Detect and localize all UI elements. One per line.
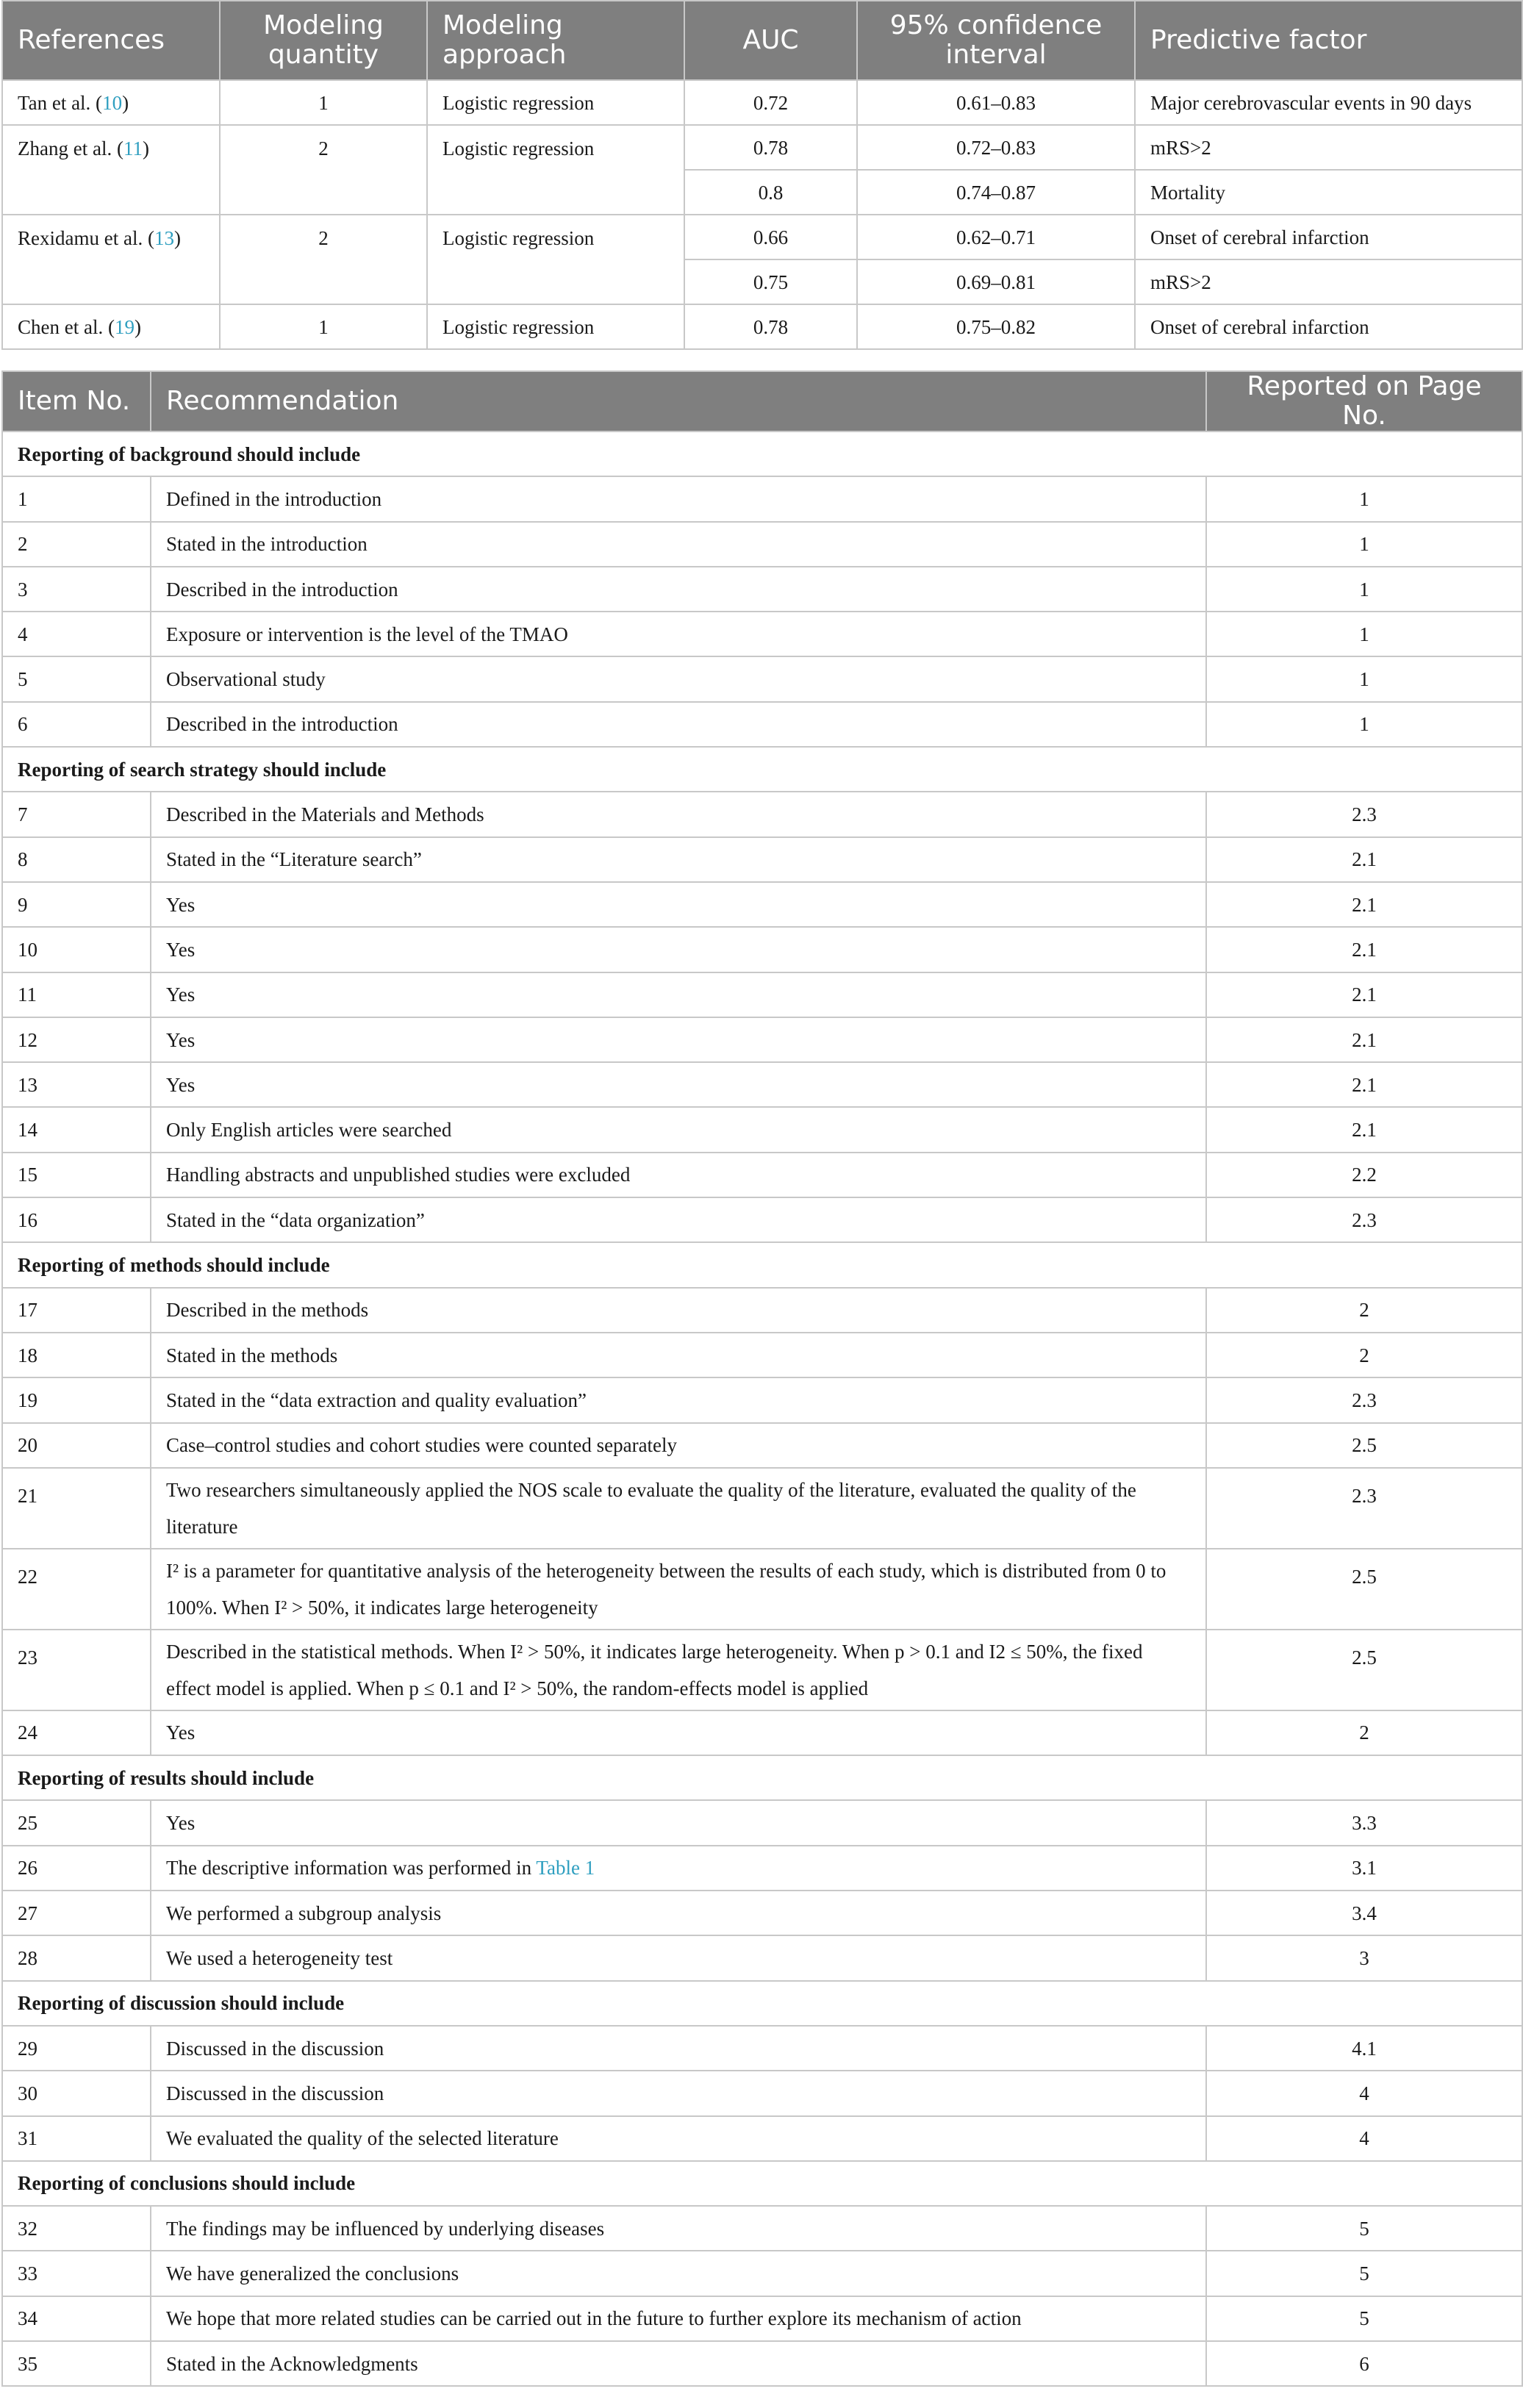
page-number: 2.1 [1206, 1107, 1522, 1152]
section-title: Reporting of search strategy should include [2, 747, 1522, 792]
auc-cell: 0.66 [684, 215, 857, 259]
section-row [2, 1242, 1522, 1287]
citation-link[interactable]: 19 [114, 315, 135, 338]
section-title: Reporting of methods should include [2, 1242, 1522, 1287]
recommendation-cell [151, 1800, 1206, 1845]
section-title: Reporting of results should include [2, 1755, 1522, 1800]
recommendation-cell [151, 1710, 1206, 1755]
ci-cell: 0.72–0.83 [857, 125, 1135, 170]
reference-close: ) [122, 91, 129, 114]
checklist-row [2, 656, 1522, 701]
page-number: 2.5 [1206, 1630, 1522, 1710]
section-row [2, 431, 1522, 476]
recommendation-text: Stated in the “Literature search” [166, 848, 422, 871]
modeling-quantity-cell: 2 [220, 215, 427, 304]
item-number: 19 [2, 1377, 151, 1422]
reference-name: Chen et al. ( [18, 315, 115, 338]
recommendation-text: Yes [166, 893, 196, 916]
page-number: 3.1 [1206, 1846, 1522, 1891]
section-row [2, 747, 1522, 792]
page-number: 2.1 [1206, 1017, 1522, 1062]
item-number: 6 [2, 702, 151, 747]
section-title: Reporting of conclusions should include [2, 2161, 1522, 2206]
reference-cell [2, 215, 220, 304]
checklist-row [2, 1468, 1522, 1549]
checklist-row [2, 1891, 1522, 1935]
checklist-row [2, 1630, 1522, 1710]
page-number: 4 [1206, 2071, 1522, 2115]
col-recommendation: Recommendation [151, 371, 1206, 431]
reference-name: Rexidamu et al. ( [18, 227, 154, 249]
page-number: 4 [1206, 2116, 1522, 2161]
item-number: 3 [2, 567, 151, 612]
predictive-factor-cell: Onset of cerebral infarction [1135, 215, 1522, 259]
recommendation-text: Described in the introduction [166, 578, 398, 601]
recommendation-text: Only English articles were searched [166, 1119, 452, 1142]
col-auc: AUC [684, 1, 857, 80]
citation-link[interactable]: 11 [123, 137, 143, 160]
item-number: 15 [2, 1153, 151, 1197]
item-number: 29 [2, 2026, 151, 2071]
col-predictive-factor: Predictive factor [1135, 1, 1522, 80]
recommendation-cell [151, 567, 1206, 612]
checklist-row [2, 1423, 1522, 1468]
checklist-row [2, 1197, 1522, 1242]
recommendation-cell [151, 1377, 1206, 1422]
checklist-row [2, 882, 1522, 927]
recommendation-text: Case–control studies and cohort studies were counted separately [166, 1434, 678, 1457]
table2-header-row [2, 371, 1522, 431]
item-number: 25 [2, 1800, 151, 1845]
recommendation-cell [151, 1423, 1206, 1468]
col-modeling-approach: Modeling approach [427, 1, 684, 80]
recommendation-text: Stated in the introduction [166, 533, 368, 556]
item-number: 8 [2, 837, 151, 882]
item-number: 26 [2, 1846, 151, 1891]
item-number: 13 [2, 1062, 151, 1107]
item-number: 21 [2, 1468, 151, 1549]
checklist-row [2, 702, 1522, 747]
checklist-row [2, 567, 1522, 612]
item-number: 11 [2, 972, 151, 1017]
page-number: 2.1 [1206, 927, 1522, 972]
reference-close: ) [173, 227, 181, 249]
checklist-row [2, 927, 1522, 972]
recommendation-text: I² is a parameter for quantitative analysis of the heterogeneity between the results of each study, which is distributed from 0 to 100%. When I² > 50%, it indicates large heterogeneity [166, 1559, 1167, 1619]
item-number: 7 [2, 792, 151, 836]
recommendation-text: Discussed in the discussion [166, 2037, 384, 2060]
ci-cell: 0.69–0.81 [857, 259, 1135, 304]
recommendation-text: Yes [166, 1028, 196, 1051]
reference-name: Zhang et al. ( [18, 137, 123, 160]
col-modeling-quantity: Modeling quantity [220, 1, 427, 80]
recommendation-text: Defined in the introduction [166, 487, 382, 510]
recommendation-text: We evaluated the quality of the selected literature [166, 2127, 559, 2150]
checklist-table [1, 370, 1523, 2387]
ci-cell: 0.75–0.82 [857, 304, 1135, 349]
recommendation-text: We have generalized the conclusions [166, 2262, 459, 2285]
recommendation-text: Handling abstracts and unpublished studies were excluded [166, 1164, 631, 1186]
item-number: 20 [2, 1423, 151, 1468]
item-number: 31 [2, 2116, 151, 2161]
recommendation-cell [151, 2341, 1206, 2386]
citation-link[interactable]: 10 [102, 91, 123, 114]
ci-cell: 0.74–0.87 [857, 170, 1135, 215]
checklist-row [2, 792, 1522, 836]
page-number: 1 [1206, 567, 1522, 612]
checklist-row [2, 1710, 1522, 1755]
item-number: 34 [2, 2296, 151, 2341]
recommendation-cell [151, 837, 1206, 882]
checklist-row [2, 1377, 1522, 1422]
page-number: 1 [1206, 612, 1522, 656]
item-number: 5 [2, 656, 151, 701]
recommendation-text: The findings may be influenced by underlying diseases [166, 2217, 605, 2240]
reference-close: ) [134, 315, 141, 338]
recommendation-cell [151, 1846, 1206, 1891]
auc-cell: 0.75 [684, 259, 857, 304]
recommendation-cell [151, 972, 1206, 1017]
col-confidence-interval: 95% confidence interval [857, 1, 1135, 80]
auc-cell: 0.72 [684, 80, 857, 125]
prediction-models-table [1, 0, 1523, 350]
recommendation-text: Yes [166, 1073, 196, 1096]
recommendation-text: Yes [166, 983, 196, 1006]
item-number: 9 [2, 882, 151, 927]
recommendation-text: Stated in the “data extraction and quality evaluation” [166, 1388, 587, 1411]
predictive-factor-cell: Major cerebrovascular events in 90 days [1135, 80, 1522, 125]
recommendation-cell [151, 1062, 1206, 1107]
recommendation-cell [151, 2026, 1206, 2071]
recommendation-cell [151, 2071, 1206, 2115]
checklist-row [2, 522, 1522, 567]
recommendation-text: Discussed in the discussion [166, 2082, 384, 2104]
recommendation-cell [151, 882, 1206, 927]
checklist-row [2, 476, 1522, 521]
recommendation-cell [151, 656, 1206, 701]
checklist-row [2, 2296, 1522, 2341]
item-number: 35 [2, 2341, 151, 2386]
item-number: 30 [2, 2071, 151, 2115]
section-title: Reporting of background should include [2, 431, 1522, 476]
table-link[interactable]: Table 1 [536, 1857, 595, 1880]
page-number: 5 [1206, 2296, 1522, 2341]
checklist-row [2, 2026, 1522, 2071]
recommendation-text: Yes [166, 938, 196, 961]
modeling-approach-cell: Logistic regression [427, 80, 684, 125]
item-number: 4 [2, 612, 151, 656]
recommendation-cell [151, 612, 1206, 656]
modeling-quantity-cell: 1 [220, 304, 427, 349]
section-title: Reporting of discussion should include [2, 1981, 1522, 2026]
page-number: 2 [1206, 1710, 1522, 1755]
recommendation-cell [151, 476, 1206, 521]
recommendation-cell [151, 1288, 1206, 1333]
recommendation-text: Described in the Materials and Methods [166, 803, 484, 826]
recommendation-cell [151, 1891, 1206, 1935]
item-number: 17 [2, 1288, 151, 1333]
checklist-row [2, 1549, 1522, 1630]
recommendation-text: The descriptive information was performed in [166, 1857, 537, 1880]
recommendation-text: We performed a subgroup analysis [166, 1902, 442, 1924]
checklist-row [2, 2341, 1522, 2386]
page-number: 2.1 [1206, 972, 1522, 1017]
recommendation-text: Described in the introduction [166, 713, 398, 736]
item-number: 28 [2, 1935, 151, 1980]
item-number: 1 [2, 476, 151, 521]
item-number: 14 [2, 1107, 151, 1152]
checklist-row [2, 837, 1522, 882]
reference-cell [2, 80, 220, 125]
checklist-row [2, 1935, 1522, 1980]
page-number: 2 [1206, 1333, 1522, 1377]
recommendation-cell [151, 1630, 1206, 1710]
checklist-row [2, 1333, 1522, 1377]
item-number: 22 [2, 1549, 151, 1630]
page-number: 2.3 [1206, 792, 1522, 836]
page-number: 2.3 [1206, 1377, 1522, 1422]
recommendation-cell [151, 702, 1206, 747]
recommendation-cell [151, 1333, 1206, 1377]
recommendation-text: Described in the methods [166, 1299, 369, 1322]
recommendation-cell [151, 1017, 1206, 1062]
auc-cell: 0.78 [684, 125, 857, 170]
recommendation-cell [151, 2251, 1206, 2296]
page-number: 2.1 [1206, 837, 1522, 882]
recommendation-text: Yes [166, 1721, 196, 1744]
reference-close: ) [142, 137, 149, 160]
checklist-row [2, 2251, 1522, 2296]
recommendation-cell [151, 792, 1206, 836]
reference-cell [2, 125, 220, 215]
citation-link[interactable]: 13 [154, 227, 174, 249]
recommendation-text: Two researchers simultaneously applied the NOS scale to evaluate the quality of the literature, evaluated the quality of the literature [166, 1478, 1136, 1538]
table-row [2, 304, 1522, 349]
ci-cell: 0.62–0.71 [857, 215, 1135, 259]
recommendation-cell [151, 2296, 1206, 2341]
section-row [2, 1981, 1522, 2026]
section-row [2, 1755, 1522, 1800]
table1-header-row [2, 1, 1522, 80]
col-page-no: Reported on Page No. [1206, 371, 1522, 431]
modeling-quantity-cell: 1 [220, 80, 427, 125]
recommendation-cell [151, 1549, 1206, 1630]
page-number: 3.4 [1206, 1891, 1522, 1935]
recommendation-text: Yes [166, 1812, 196, 1835]
page-number: 5 [1206, 2206, 1522, 2251]
item-number: 18 [2, 1333, 151, 1377]
recommendation-text: Stated in the Acknowledgments [166, 2352, 418, 2375]
reference-cell [2, 304, 220, 349]
auc-cell: 0.8 [684, 170, 857, 215]
predictive-factor-cell: mRS>2 [1135, 125, 1522, 170]
modeling-approach-cell: Logistic regression [427, 125, 684, 215]
recommendation-cell [151, 2116, 1206, 2161]
col-item-no: Item No. [2, 371, 151, 431]
page-number: 1 [1206, 476, 1522, 521]
page-number: 2.2 [1206, 1153, 1522, 1197]
page-number: 2.5 [1206, 1549, 1522, 1630]
page-number: 3.3 [1206, 1800, 1522, 1845]
recommendation-cell [151, 927, 1206, 972]
recommendation-text: Stated in the methods [166, 1344, 338, 1366]
recommendation-text: Observational study [166, 668, 326, 691]
checklist-row [2, 1017, 1522, 1062]
item-number: 12 [2, 1017, 151, 1062]
recommendation-text: Described in the statistical methods. When I² > 50%, it indicates large heterogeneity. When p > 0.1 and I2 ≤ 50%, the fixed effect model is applied. When p ≤ 0.1 and I² > 50%, the random-effects model is applied [166, 1640, 1143, 1699]
item-number: 2 [2, 522, 151, 567]
checklist-row [2, 2116, 1522, 2161]
predictive-factor-cell: Mortality [1135, 170, 1522, 215]
ci-cell: 0.61–0.83 [857, 80, 1135, 125]
item-number: 33 [2, 2251, 151, 2296]
page-number: 2.3 [1206, 1468, 1522, 1549]
page-number: 5 [1206, 2251, 1522, 2296]
checklist-row [2, 1107, 1522, 1152]
recommendation-text: We hope that more related studies can be carried out in the future to further explore its mechanism of action [166, 2307, 1022, 2330]
page-number: 3 [1206, 1935, 1522, 1980]
item-number: 24 [2, 1710, 151, 1755]
checklist-row [2, 612, 1522, 656]
recommendation-cell [151, 522, 1206, 567]
modeling-quantity-cell: 2 [220, 125, 427, 215]
checklist-row [2, 2071, 1522, 2115]
recommendation-cell [151, 2206, 1206, 2251]
item-number: 10 [2, 927, 151, 972]
recommendation-cell [151, 1153, 1206, 1197]
recommendation-text: Stated in the “data organization” [166, 1208, 425, 1231]
recommendation-text: Exposure or intervention is the level of the TMAO [166, 623, 568, 645]
checklist-row [2, 1288, 1522, 1333]
modeling-approach-cell: Logistic regression [427, 215, 684, 304]
checklist-row [2, 1846, 1522, 1891]
auc-cell: 0.78 [684, 304, 857, 349]
reference-name: Tan et al. ( [18, 91, 103, 114]
predictive-factor-cell: mRS>2 [1135, 259, 1522, 304]
table-row [2, 80, 1522, 125]
recommendation-cell [151, 1107, 1206, 1152]
checklist-row [2, 2206, 1522, 2251]
recommendation-cell [151, 1935, 1206, 1980]
page-number: 2.5 [1206, 1423, 1522, 1468]
page-number: 4.1 [1206, 2026, 1522, 2071]
checklist-row [2, 1800, 1522, 1845]
col-references: References [2, 1, 220, 80]
page-number: 2.1 [1206, 1062, 1522, 1107]
page-number: 1 [1206, 522, 1522, 567]
checklist-row [2, 972, 1522, 1017]
item-number: 27 [2, 1891, 151, 1935]
item-number: 16 [2, 1197, 151, 1242]
modeling-approach-cell: Logistic regression [427, 304, 684, 349]
recommendation-text: We used a heterogeneity test [166, 1946, 393, 1969]
page-number: 6 [1206, 2341, 1522, 2386]
checklist-row [2, 1153, 1522, 1197]
item-number: 23 [2, 1630, 151, 1710]
checklist-row [2, 1062, 1522, 1107]
recommendation-cell [151, 1468, 1206, 1549]
recommendation-cell [151, 1197, 1206, 1242]
page-number: 1 [1206, 656, 1522, 701]
page-number: 2.3 [1206, 1197, 1522, 1242]
table-row [2, 125, 1522, 170]
predictive-factor-cell: Onset of cerebral infarction [1135, 304, 1522, 349]
page-number: 1 [1206, 702, 1522, 747]
item-number: 32 [2, 2206, 151, 2251]
section-row [2, 2161, 1522, 2206]
page-number: 2 [1206, 1288, 1522, 1333]
page-number: 2.1 [1206, 882, 1522, 927]
table-row [2, 215, 1522, 259]
